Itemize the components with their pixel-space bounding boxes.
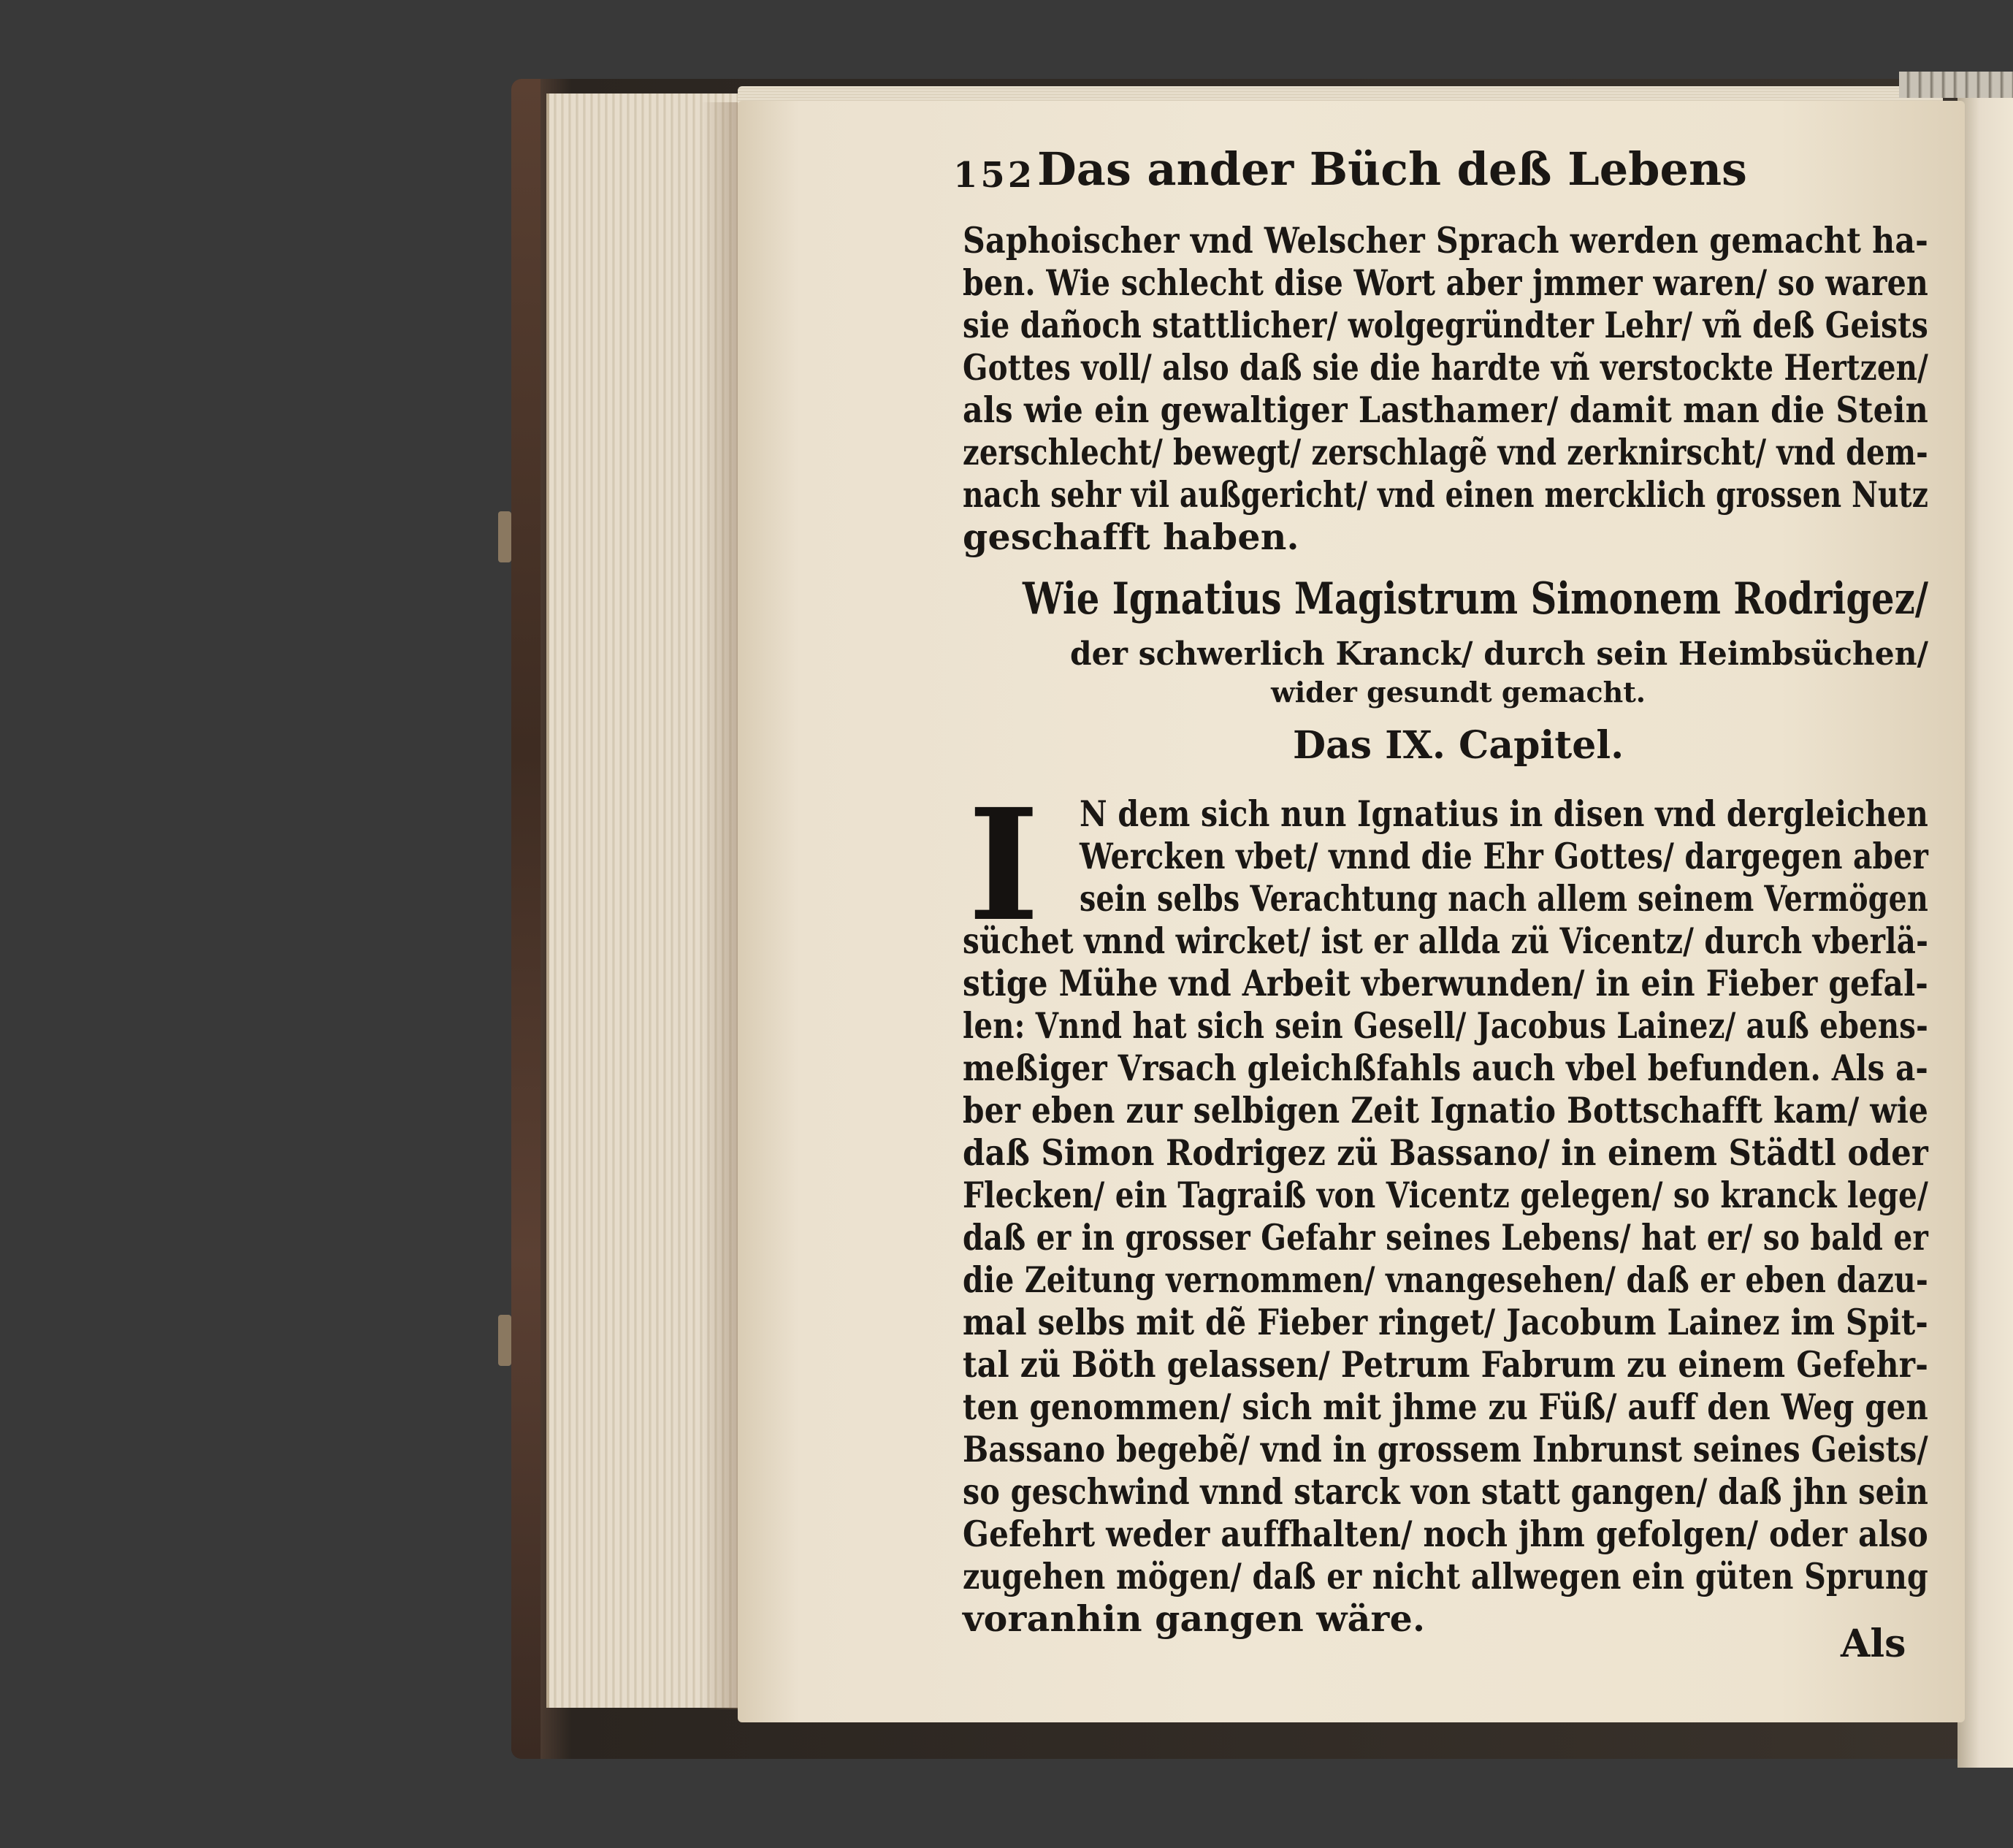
clasp-upper [498,511,511,562]
chapter-line: sein selbs Verachtung nach allem seinem Vermögen [1080,877,1928,920]
body-line: Gottes voll/ also daß sie die hardte vñ verstockte Hertzen/ [963,346,1929,389]
chapter-line: ber eben zur selbigen Zeit Ignatio Bottschafft kam/ wie [963,1089,1929,1131]
chapter-heading-line-2: der schwerlich Kranck/ durch sein Heimbsüchen/ [1070,635,1928,673]
chapter-line: süchet vnnd wircket/ ist er allda zü Vicentz/ durch vberlä- [963,920,1929,962]
body-line: zerschlecht/ bewegt/ zerschlagẽ vnd zerknirscht/ vnd dem- [963,431,1928,473]
drop-cap: I [968,775,1040,955]
body-line: Saphoischer vnd Welscher Sprach werden gemacht ha- [963,219,1929,261]
body-line: als wie ein gewaltiger Lasthamer/ damit man die Stein [963,389,1928,431]
page-number: 152 [953,155,1036,196]
running-title: Das ander Büch deß Lebens [1037,142,1747,196]
chapter-line: Bassano begebẽ/ vnd in grossem Inbrunst seines Geists/ [963,1428,1928,1470]
chapter-line: N dem sich nun Ignatius in disen vnd dergleichen [1080,793,1929,835]
chapter-line: meßiger Vrsach gleichßfahls auch vbel befunden. Als a- [963,1047,1928,1089]
body-line: nach sehr vil außgericht/ vnd einen mercklich grossen Nutz [963,473,1929,516]
body-line: geschafft haben. [963,516,1299,558]
chapter-number: Das IX. Capitel. [1293,723,1624,768]
body-line: ben. Wie schlecht dise Wort aber jmmer waren/ so waren [963,261,1929,304]
chapter-line: Flecken/ ein Tagraiß von Vicentz gelegen/ so kranck lege/ [963,1174,1929,1216]
chapter-line: stige Mühe vnd Arbeit vberwunden/ in ein Fieber gefal- [963,962,1929,1004]
chapter-heading-line-1: Wie Ignatius Magistrum Simonem Rodrigez/ [1023,573,1928,625]
body-line: sie dañoch stattlicher/ wolgegründter Lehr/ vñ deß Geists [963,304,1928,346]
chapter-line: daß er in grosser Gefahr seines Lebens/ hat er/ so bald er [963,1216,1929,1259]
chapter-line: len: Vnnd hat sich sein Gesell/ Jacobus Lainez/ auß ebens- [963,1004,1928,1047]
chapter-line: Gefehrt weder auffhalten/ noch jhm gefolgen/ oder also [963,1513,1928,1555]
chapter-line: die Zeitung vernommen/ vnangesehen/ daß er eben dazu- [963,1259,1929,1301]
book-spine-edge [511,79,541,1759]
chapter-line: ten genommen/ sich mit jhme zu Füß/ auff den Weg gen [963,1386,1928,1428]
facing-page-edge [1957,88,2013,1768]
chapter-line: zugehen mögen/ daß er nicht allwegen ein güten Sprung [963,1555,1928,1597]
chapter-heading-line-3: wider gesundt gemacht. [1271,676,1646,709]
chapter-line: mal selbs mit dẽ Fieber ringet/ Jacobum Lainez im Spit- [963,1301,1928,1343]
chapter-line: so geschwind vnnd starck von statt gangen/ daß jhn sein [963,1470,1929,1513]
chapter-line: daß Simon Rodrigez zü Bassano/ in einem Städtl oder [963,1131,1928,1174]
chapter-line: voranhin gangen wäre. [963,1597,1426,1640]
chapter-line: Wercken vbet/ vnnd die Ehr Gottes/ dargegen aber [1080,835,1929,877]
chapter-line: tal zü Böth gelassen/ Petrum Fabrum zu einem Gefehr- [963,1343,1929,1386]
catchword: Als [1841,1622,1906,1666]
clasp-lower [498,1315,511,1366]
binding-stitch [1899,72,2013,98]
